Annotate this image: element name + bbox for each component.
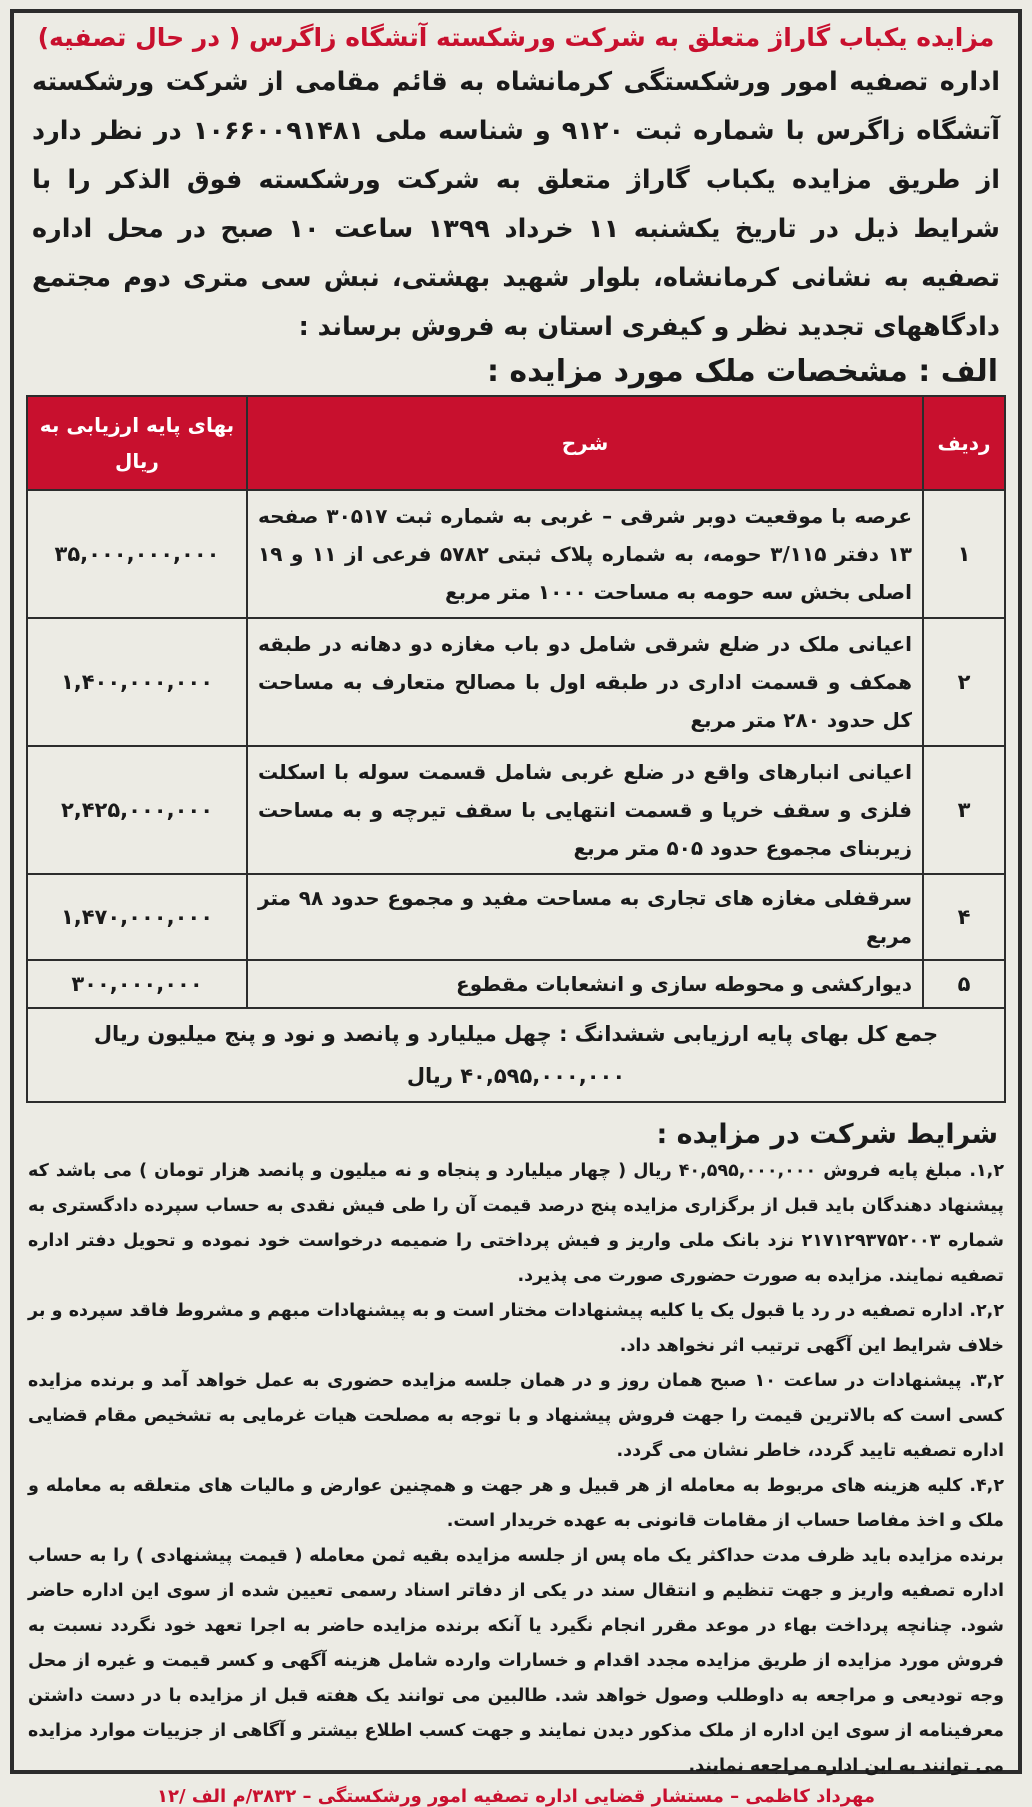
total-text: جمع کل بهای پایه ارزیابی ششدانگ : چهل میلیارد و پانصد و نود و پنج میلیون ریال: [93, 1022, 939, 1046]
header-row-number: ردیف: [923, 396, 1005, 490]
row-description: اعیانی انبارهای واقع در ضلع غربی شامل قسمت سوله با اسکلت فلزی و سقف خرپا و قسمت انتهایی با سقف تیرچه و به مساحت زیربنای مجموع حدود ۵۰۵ متر مربع: [247, 746, 923, 874]
row-price: ۱,۴۷۰,۰۰۰,۰۰۰: [27, 874, 247, 960]
condition-item: ۳,۲. پیشنهادات در ساعت ۱۰ صبح همان روز و در همان جلسه مزایده حضوری به عمل خواهد آمد و برنده مزایده کسی است که بالاترین قیمت را جهت فروش پیشنهاد و با توجه به مصلحت هیات غرمایی به تشخیص مقام قضایی اداره تصفیه تایید گردد، خاطر نشان می گردد.: [28, 1371, 1004, 1461]
table-row: [27, 960, 1005, 1008]
table-row: [27, 490, 1005, 618]
row-price: ۳۰۰,۰۰۰,۰۰۰: [27, 960, 247, 1008]
total-cell: [27, 1008, 1005, 1102]
table-row: [27, 874, 1005, 960]
condition-item: برنده مزایده باید ظرف مدت حداکثر یک ماه پس از جلسه مزایده بقیه ثمن معامله ( قیمت پیشنهادی ) را به حساب اداره تصفیه واریز و جهت تنظیم و انتقال سند در یکی از دفاتر اسناد رسمی تعیین شده از سوی این اداره حاضر شود. چنانچه پرداخت بهاء در موعد مقرر انجام نگیرد یا آنکه برنده مزایده حاضر به اجرا تعهد خود نگردد نسبت به فروش مورد مزایده از طریق مزایده مجدد اقدام و خسارات وارده شامل هزینه آگهی و کسر قیمت و غیره از محل وجه تودیعی و مراجعه به داوطلب وصول خواهد شد. طالبین می توانند یک هفته قبل از مزایده با در دست داشتن معرفینامه از سوی این اداره از ملک مذکور دیدن نمایند و جهت کسب اطلاع بیشتر و آگاهی از جزییات موارد مزایده می توانند به این اداره مراجعه نمایند.: [28, 1546, 1004, 1776]
table-row: [27, 746, 1005, 874]
table-total-row: [27, 1008, 1005, 1102]
intro-paragraph: اداره تصفیه امور ورشکستگی کرمانشاه به قائم مقامی از شرکت ورشکسته آتشگاه زاگرس با شماره ثبت ۹۱۲۰ و شناسه ملی ۱۰۶۶۰۰۹۱۴۸۱ در نظر دارد از طریق مزایده یکباب گاراژ متعلق به شرکت ورشکسته فوق الذکر را با شرایط ذیل در تاریخ یکشنبه ۱۱ خرداد ۱۳۹۹ ساعت ۱۰ صبح در محل اداره تصفیه به نشانی کرمانشاه، بلوار شهید بهشتی، نبش سی متری دوم مجتمع دادگاههای تجدید نظر و کیفری استان به فروش برساند :: [32, 67, 1000, 342]
condition-item: ۱,۲. مبلغ پایه فروش ۴۰,۵۹۵,۰۰۰,۰۰۰ ریال ( چهار میلیارد و پنجاه و نه میلیون و پانصد هزار تومان ) می باشد که پیشنهاد دهندگان باید قبل از برگزاری مزایده پنج درصد قیمت آن را طی فیش نقدی به حساب سپرده دادگستری به شماره ۲۱۷۱۲۹۳۷۵۲۰۰۳ نزد بانک ملی واریز و فیش پرداختی را ضمیمه درخواست خود نموده و تحویل دفتر اداره تصفیه نمایند. مزایده به صورت حضوری صورت می پذیرد.: [28, 1161, 1004, 1286]
row-description: دیوارکشی و محوطه سازی و انشعابات مقطوع: [247, 960, 923, 1008]
table-header-row: [27, 396, 1005, 490]
property-table: [26, 395, 1006, 1103]
table-row: [27, 618, 1005, 746]
row-description: اعیانی ملک در ضلع شرقی شامل دو باب مغازه دو دهانه در طبقه همکف و قسمت اداری در طبقه اول با مصالح متعارف به مساحت کل حدود ۲۸۰ متر مربع: [247, 618, 923, 746]
conditions-title: شرایط شرکت در مزایده :: [656, 1119, 998, 1150]
row-description: سرقفلی مغازه های تجاری به مساحت مفید و مجموع حدود ۹۸ متر مربع: [247, 874, 923, 960]
signature-line: مهرداد کاظمی – مستشار قضایی اداره تصفیه امور ورشکستگی – ۳۸۳۲/م الف /۱۲: [157, 1786, 875, 1807]
row-price: ۳۵,۰۰۰,۰۰۰,۰۰۰: [27, 490, 247, 618]
row-price: ۱,۴۰۰,۰۰۰,۰۰۰: [27, 618, 247, 746]
row-number: ۱: [923, 490, 1005, 618]
row-number: ۳: [923, 746, 1005, 874]
row-number: ۲: [923, 618, 1005, 746]
row-number: ۵: [923, 960, 1005, 1008]
header-description: شرح: [247, 396, 923, 490]
notice-title: مزایده یکباب گاراژ متعلق به شرکت ورشکسته آتشگاه زاگرس ( در حال تصفیه): [37, 23, 995, 52]
row-description: عرصه با موقعیت دوبر شرقی – غربی به شماره ثبت ۳۰۵۱۷ صفحه ۱۳ دفتر ۳/۱۱۵ حومه، به شماره پلاک ثبتی ۵۷۸۲ فرعی از ۱۱ و ۱۹ اصلی بخش سه حومه به مساحت ۱۰۰۰ متر مربع: [247, 490, 923, 618]
condition-item: ۲,۲. اداره تصفیه در رد یا قبول یک یا کلیه پیشنهادات مختار است و به پیشنهادات مبهم و مشروط فاقد سپرده و بر خلاف شرایط این آگهی ترتیب اثر نخواهد داد.: [28, 1301, 1004, 1356]
auction-notice: [10, 9, 1022, 1807]
condition-item: ۴,۲. کلیه هزینه های مربوط به معامله از هر قبیل و هر جهت و همچنین عوارض و مالیات های متعلقه به معامله و ملک و اخذ مفاصا حساب از مقامات قانونی به عهده خریدار است.: [28, 1476, 1004, 1531]
total-amount: ۴۰,۵۹۵,۰۰۰,۰۰۰ ریال: [406, 1064, 626, 1088]
row-price: ۲,۴۲۵,۰۰۰,۰۰۰: [27, 746, 247, 874]
section-a-title: الف : مشخصات ملک مورد مزایده :: [486, 354, 998, 389]
row-number: ۴: [923, 874, 1005, 960]
header-price: بهای پایه ارزیابی به ریال: [27, 396, 247, 490]
